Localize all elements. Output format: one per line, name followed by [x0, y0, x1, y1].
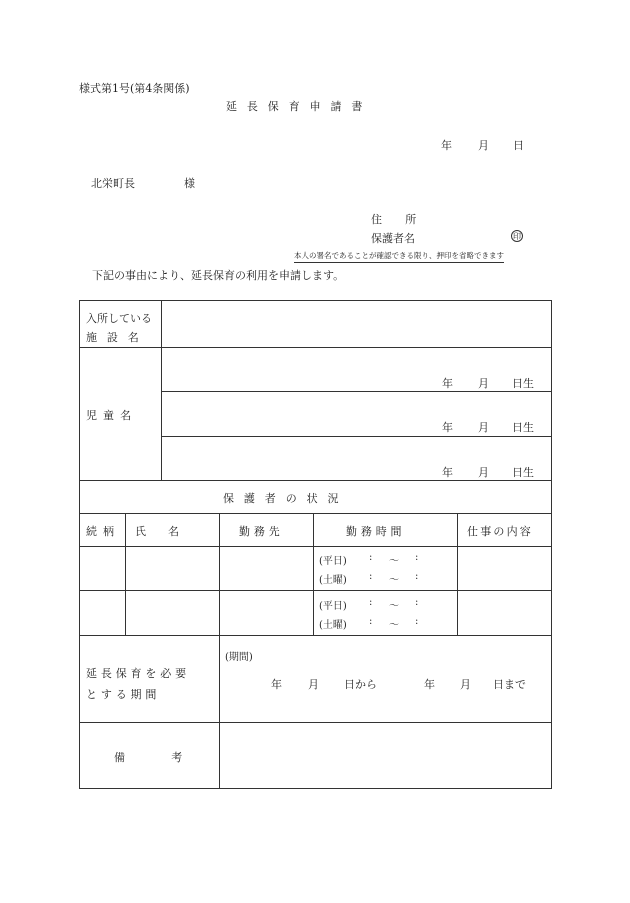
period-to-day: 日まで — [493, 678, 526, 691]
birth-day-label: 日生 — [512, 421, 534, 434]
time-colon: : — [415, 616, 419, 627]
honorific: 様 — [184, 177, 195, 190]
date-day-label: 日 — [513, 139, 524, 152]
relation-field-2[interactable] — [82, 593, 123, 633]
col-name: 氏 名 — [135, 525, 179, 538]
application-table — [79, 300, 552, 789]
child-name-field-3[interactable] — [164, 440, 548, 478]
time-colon: : — [369, 571, 373, 582]
col-hours: 勤務時間 — [346, 525, 406, 538]
birth-day-label: 日生 — [512, 377, 534, 390]
guardian-name-label: 保護者名 — [371, 232, 415, 245]
child-name-field-1[interactable] — [164, 351, 548, 389]
facility-name-field[interactable] — [164, 305, 548, 343]
time-tilde: 〜 — [389, 556, 399, 567]
time-tilde: 〜 — [389, 575, 399, 586]
workplace-field-2[interactable] — [222, 593, 311, 633]
period-from-year: 年 — [271, 678, 282, 691]
guardian-name-field-2[interactable] — [128, 593, 217, 633]
form-number: 様式第1号(第4条関係) — [79, 82, 190, 95]
period-label-line2: とする期間 — [86, 688, 161, 701]
birth-year-label: 年 — [442, 466, 453, 479]
birth-day-label: 日生 — [512, 466, 534, 479]
guardian-name-field-1[interactable] — [128, 549, 217, 588]
time-colon: : — [415, 597, 419, 608]
child-name-field-2[interactable] — [164, 395, 548, 433]
period-from-day: 日から — [344, 678, 377, 691]
signature-note: 本人の署名であることが確認できる限り、押印を省略できます — [294, 250, 504, 263]
date-year-label: 年 — [441, 139, 452, 152]
col-workplace: 勤務先 — [239, 525, 284, 538]
seal-mark: 印 — [513, 232, 521, 241]
addressee: 北栄町長 — [91, 177, 135, 190]
period-from-month: 月 — [308, 678, 319, 691]
time-colon: : — [415, 571, 419, 582]
birth-year-label: 年 — [442, 421, 453, 434]
saturday-label: (土曜) — [319, 575, 347, 586]
remarks-field[interactable] — [222, 725, 549, 787]
weekday-label: (平日) — [319, 556, 347, 567]
facility-label-line2: 施設名 — [86, 331, 149, 344]
time-colon: : — [369, 597, 373, 608]
address-label: 住 所 — [371, 213, 427, 226]
workplace-field-1[interactable] — [222, 549, 311, 588]
period-to-year: 年 — [424, 678, 435, 691]
time-tilde: 〜 — [389, 601, 399, 612]
col-relation: 続柄 — [86, 525, 121, 538]
job-field-2[interactable] — [460, 593, 549, 633]
date-month-label: 月 — [478, 139, 489, 152]
time-colon: : — [415, 552, 419, 563]
saturday-label: (土曜) — [319, 620, 347, 631]
period-to-month: 月 — [460, 678, 471, 691]
child-name-label: 児童名 — [86, 409, 138, 422]
birth-month-label: 月 — [478, 466, 489, 479]
intro-text: 下記の事由により、延長保育の利用を申請します。 — [92, 269, 345, 282]
job-field-1[interactable] — [460, 549, 549, 588]
time-colon: : — [369, 552, 373, 563]
col-job: 仕事の内容 — [467, 525, 533, 538]
time-colon: : — [369, 616, 373, 627]
birth-year-label: 年 — [442, 377, 453, 390]
period-label-line1: 延長保育を必要 — [86, 667, 190, 680]
guardian-status-header: 保護者の状況 — [223, 492, 349, 505]
period-caption: (期間) — [225, 652, 253, 663]
relation-field-1[interactable] — [82, 549, 123, 588]
remarks-label: 備 考 — [114, 751, 200, 764]
birth-month-label: 月 — [478, 421, 489, 434]
facility-label-line1: 入所している — [86, 312, 152, 325]
birth-month-label: 月 — [478, 377, 489, 390]
weekday-label: (平日) — [319, 601, 347, 612]
page-title: 延長保育申請書 — [226, 100, 373, 113]
time-tilde: 〜 — [389, 620, 399, 631]
